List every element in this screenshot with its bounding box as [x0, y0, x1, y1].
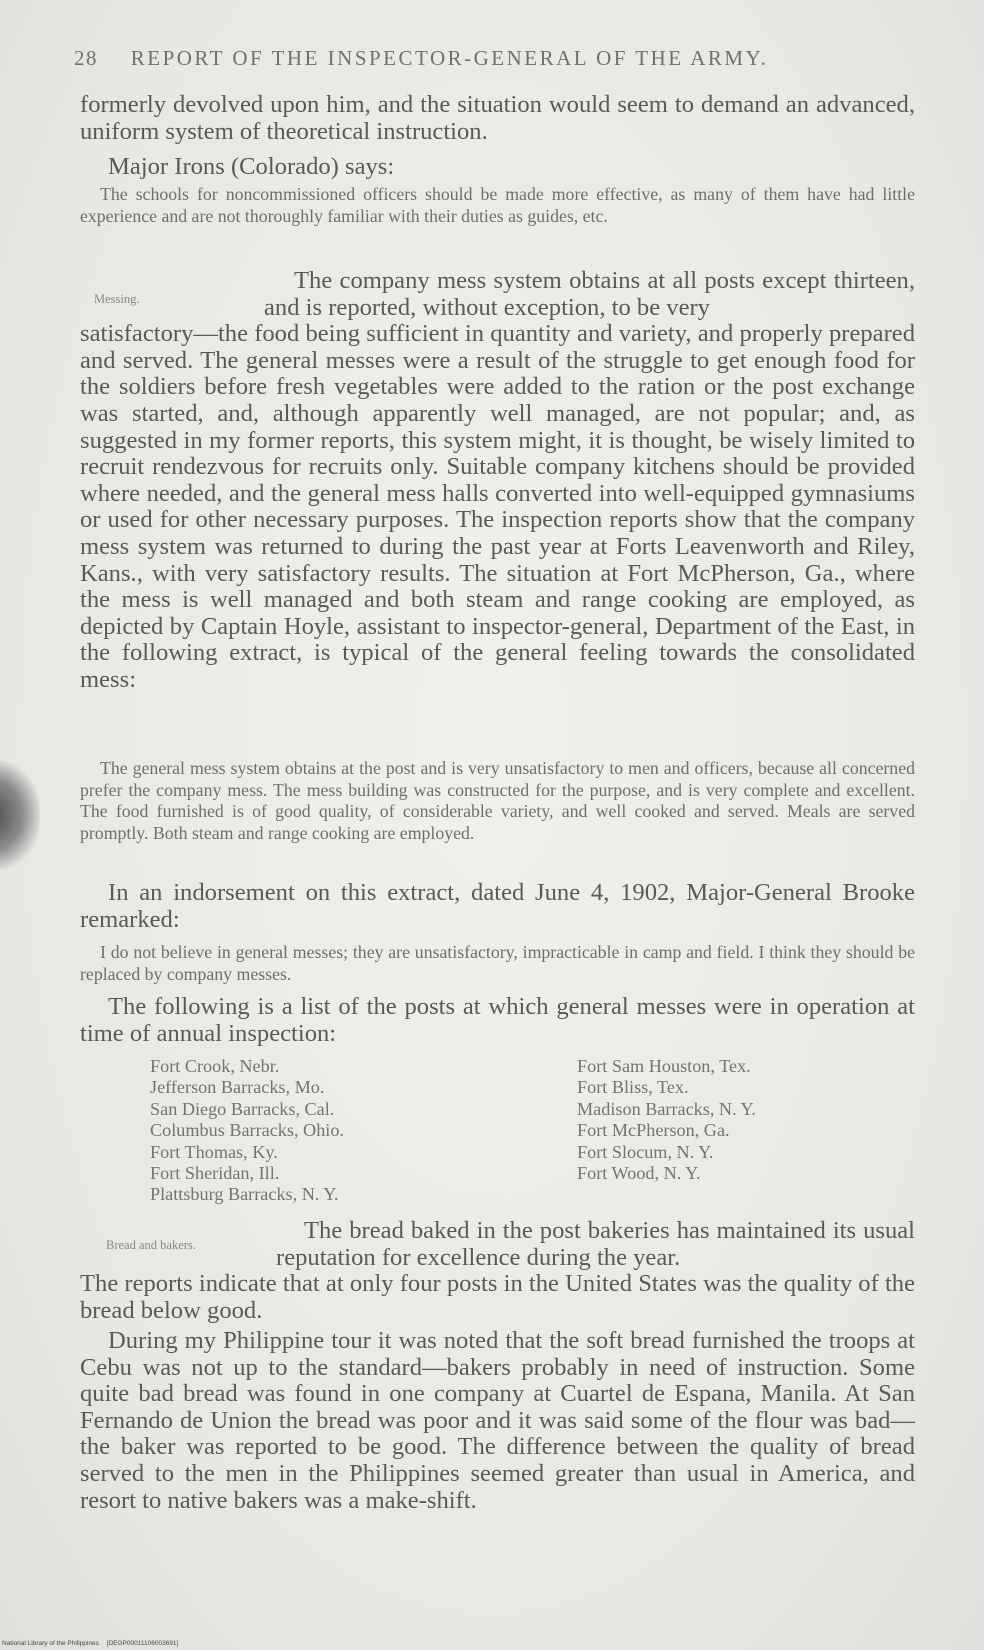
messing-lead: The company mess system obtains at all posts except thirteen, and is reported, without exception, to be very [264, 267, 915, 321]
paragraph-bread [80, 1218, 915, 1324]
list-item: Jefferson Barracks, Mo. [150, 1077, 325, 1098]
sidenote-bread: Bread and bakers. [106, 1238, 196, 1252]
bread-lead: The bread baked in the post bakeries has maintained its usual reputation for excellence during the year. [276, 1217, 915, 1271]
quote-brooke [80, 942, 915, 985]
sidenote-messing: Messing. [94, 292, 140, 306]
paragraph-indorsement [80, 880, 915, 933]
footer-library: National Library of the Philippines [2, 1640, 99, 1647]
paragraph-messing [80, 268, 915, 694]
list-item: Plattsburg Barracks, N. Y. [150, 1184, 339, 1205]
quote-irons [80, 184, 915, 227]
list-item: Fort Slocum, N. Y. [577, 1141, 714, 1162]
posts-column-right [577, 1056, 756, 1184]
bread-body: The reports indicate that at only four posts in the United States was the quality of the bread below good. [80, 1270, 915, 1324]
paragraph-major-irons [80, 154, 915, 181]
list-item: Fort Sheridan, Ill. [150, 1163, 280, 1184]
list-item: San Diego Barracks, Cal. [150, 1098, 335, 1119]
quote-text: The schools for noncommissioned officers should be made more effective, as many of them have had little experience and are not thoroughly familiar with their duties as guides, etc. [80, 184, 915, 226]
paragraph-text: formerly devolved upon him, and the situation would seem to demand an advanced, uniform system of theoretical instruction. [80, 91, 915, 145]
footer-id: [DEGP00011106003691] [106, 1640, 179, 1647]
page-header [74, 46, 914, 71]
page-number: 28 [74, 46, 98, 70]
list-item: Columbus Barracks, Ohio. [150, 1120, 344, 1141]
paragraph-text: In an indorsement on this extract, dated June 4, 1902, Major-General Brooke remarked: [80, 879, 915, 933]
quote-hoyle [80, 758, 915, 844]
running-title: REPORT OF THE INSPECTOR-GENERAL OF THE ARMY. [130, 46, 769, 70]
paragraph-continuation [80, 92, 915, 145]
list-item: Fort Wood, N. Y. [577, 1163, 701, 1184]
paragraph-text: Major Irons (Colorado) says: [108, 153, 395, 180]
list-item: Fort Bliss, Tex. [577, 1077, 689, 1098]
paragraph-text: The following is a list of the posts at which general messes were in operation at time of annual inspection: [80, 993, 915, 1047]
list-item: Fort Crook, Nebr. [150, 1056, 280, 1076]
paragraph-text: During my Philippine tour it was noted that the soft bread furnished the troops at Cebu was not up to the standard—bakers probably in need of instruction. Some quite bad bread was found in one company at Cuartel de Espana, Manila. At San Fernando de Union the bread was poor and it was said some of the flour was bad—the baker was reported to be good. The difference between the quality of bread served to the men in the Philippines seemed greater than usual in America, and resort to native bakers was a make-shift. [80, 1327, 915, 1514]
list-item: Madison Barracks, N. Y. [577, 1098, 756, 1119]
paragraph-list-intro [80, 994, 915, 1047]
list-item: Fort Thomas, Ky. [150, 1141, 278, 1162]
scan-footer [2, 1640, 184, 1647]
list-item: Fort McPherson, Ga. [577, 1120, 730, 1141]
messing-body: satisfactory—the food being sufficient in quantity and variety, and properly prepared and served. The general messes were a result of the struggle to get enough food for the soldiers before fresh vegetables were added to the ration or the post exchange was started, and, although apparently well managed, are not popular; and, as suggested in my former reports, this system might, it is thought, be wisely limited to recruit rendezvous for recruits only. Suitable company kitchens should be provided where needed, and the general mess halls converted into well-equipped gymnasiums or used for other necessary purposes. The inspection reports show that the company mess system was returned to during the past year at Forts Leavenworth and Riley, Kans., with very satisfactory results. The situation at Fort McPherson, Ga., where the mess is well managed and both steam and range cooking are employed, as depicted by Captain Hoyle, assistant to inspector-general, Department of the East, in the following extract, is typical of the general feeling towards the consolidated mess: [80, 320, 915, 693]
list-item: Fort Sam Houston, Tex. [577, 1056, 751, 1076]
scan-shadow-artifact [0, 760, 40, 870]
posts-column-left [150, 1056, 344, 1206]
quote-text: I do not believe in general messes; they are unsatisfactory, impracticable in camp and field. I think they should be replaced by company messes. [80, 942, 915, 984]
quote-text: The general mess system obtains at the post and is very unsatisfactory to men and officers, because all concerned prefer the company mess. The mess building was constructed for the purpose, and is very complete and excellent. The food furnished is of good quality, of considerable variety, and well cooked and served. Meals are served promptly. Both steam and range cooking are employed. [80, 758, 915, 843]
paragraph-philippines [80, 1328, 915, 1514]
